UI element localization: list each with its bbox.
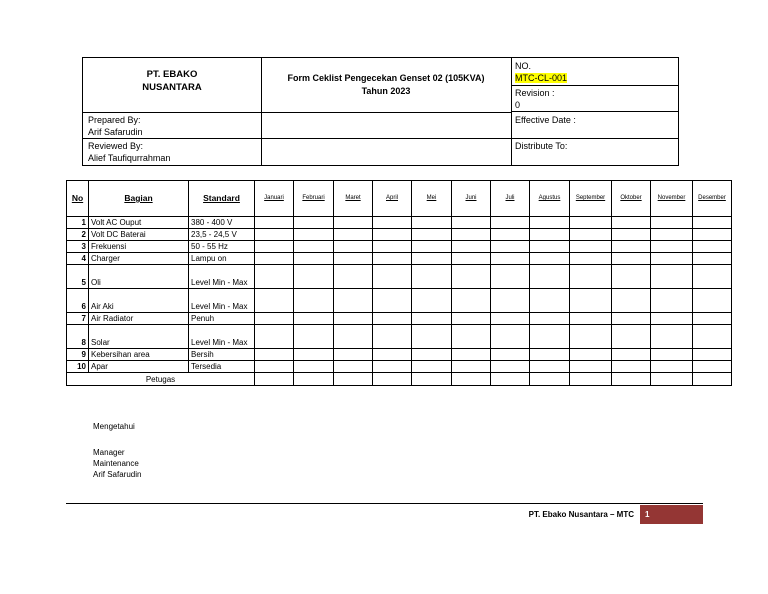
check-cell[interactable]	[334, 241, 373, 253]
row-number: 8	[67, 325, 89, 349]
check-cell[interactable]	[412, 265, 452, 289]
check-cell[interactable]	[452, 361, 491, 373]
row-standard: Level Min - Max	[189, 265, 255, 289]
check-cell[interactable]	[412, 229, 452, 241]
check-cell[interactable]	[294, 217, 334, 229]
check-cell[interactable]	[452, 325, 491, 349]
check-cell[interactable]	[294, 361, 334, 373]
signature-cell[interactable]	[570, 373, 612, 386]
check-cell[interactable]	[530, 253, 570, 265]
row-standard: Lampu on	[189, 253, 255, 265]
form-title: Form Ceklist Pengecekan Genset 02 (105KVA) Tahun 2023	[287, 73, 485, 96]
row-standard: 23,5 - 24,5 V	[189, 229, 255, 241]
row-standard: Level Min - Max	[189, 289, 255, 313]
petugas-row	[67, 373, 732, 386]
check-cell[interactable]	[452, 241, 491, 253]
check-cell[interactable]	[373, 217, 412, 229]
col-header-month: Juni	[452, 181, 491, 217]
doc-number: NO. MTC-CL-001	[515, 61, 568, 83]
row-bagian: Volt DC Baterai	[89, 229, 189, 241]
distribute-to: Distribute To:	[515, 141, 568, 151]
check-cell[interactable]	[651, 217, 693, 229]
signature-cell[interactable]	[294, 373, 334, 386]
check-cell[interactable]	[693, 325, 732, 349]
row-number: 4	[67, 253, 89, 265]
check-cell[interactable]	[334, 349, 373, 361]
signature-cell[interactable]	[452, 373, 491, 386]
check-cell[interactable]	[570, 349, 612, 361]
signature-cell[interactable]	[693, 373, 732, 386]
table-row	[67, 325, 732, 349]
check-cell[interactable]	[570, 253, 612, 265]
company-name: PT. EBAKO NUSANTARA	[142, 69, 202, 93]
signature-cell[interactable]	[412, 373, 452, 386]
check-cell[interactable]	[491, 361, 530, 373]
check-cell[interactable]	[294, 289, 334, 313]
check-cell[interactable]	[412, 253, 452, 265]
check-cell[interactable]	[255, 265, 294, 289]
signature-cell[interactable]	[530, 373, 570, 386]
check-cell[interactable]	[334, 253, 373, 265]
check-cell[interactable]	[491, 265, 530, 289]
document-header	[82, 57, 679, 166]
row-number: 10	[67, 361, 89, 373]
check-cell[interactable]	[570, 289, 612, 313]
col-header-standard: Standard	[189, 181, 255, 217]
check-cell[interactable]	[651, 229, 693, 241]
checklist-table	[66, 180, 732, 386]
check-cell[interactable]	[612, 241, 651, 253]
check-cell[interactable]	[570, 325, 612, 349]
row-number: 7	[67, 313, 89, 325]
approver-block	[93, 447, 141, 480]
reviewed-by: Reviewed By: Alief Taufiqurrahman	[88, 141, 171, 163]
check-cell[interactable]	[570, 313, 612, 325]
check-cell[interactable]	[294, 241, 334, 253]
check-cell[interactable]	[255, 241, 294, 253]
check-cell[interactable]	[530, 349, 570, 361]
col-header-month: Agustus	[530, 181, 570, 217]
effective-date: Effective Date :	[515, 115, 576, 125]
table-row	[67, 361, 732, 373]
check-cell[interactable]	[294, 229, 334, 241]
check-cell[interactable]	[651, 349, 693, 361]
check-cell[interactable]	[294, 313, 334, 325]
check-cell[interactable]	[612, 217, 651, 229]
prepared-by: Prepared By: Arif Safarudin	[88, 115, 143, 137]
check-cell[interactable]	[373, 241, 412, 253]
check-cell[interactable]	[491, 241, 530, 253]
signature-cell[interactable]	[612, 373, 651, 386]
check-cell[interactable]	[612, 289, 651, 313]
check-cell[interactable]	[334, 229, 373, 241]
table-row	[67, 241, 732, 253]
check-cell[interactable]	[255, 313, 294, 325]
check-cell[interactable]	[570, 241, 612, 253]
check-cell[interactable]	[373, 325, 412, 349]
check-cell[interactable]	[412, 361, 452, 373]
check-cell[interactable]	[693, 229, 732, 241]
check-cell[interactable]	[491, 325, 530, 349]
check-cell[interactable]	[255, 325, 294, 349]
check-cell[interactable]	[294, 253, 334, 265]
check-cell[interactable]	[570, 265, 612, 289]
check-cell[interactable]	[294, 265, 334, 289]
check-cell[interactable]	[452, 265, 491, 289]
col-header-month: Februari	[294, 181, 334, 217]
check-cell[interactable]	[693, 253, 732, 265]
col-header-month: April	[373, 181, 412, 217]
row-standard: Bersih	[189, 349, 255, 361]
check-cell[interactable]	[334, 265, 373, 289]
check-cell[interactable]	[452, 313, 491, 325]
check-cell[interactable]	[651, 289, 693, 313]
check-cell[interactable]	[334, 289, 373, 313]
check-cell[interactable]	[612, 253, 651, 265]
table-row	[67, 265, 732, 289]
col-header-month: Oktober	[612, 181, 651, 217]
row-standard: 50 - 55 Hz	[189, 241, 255, 253]
check-cell[interactable]	[612, 349, 651, 361]
row-bagian: Volt AC Ouput	[89, 217, 189, 229]
check-cell[interactable]	[491, 349, 530, 361]
check-cell[interactable]	[651, 265, 693, 289]
check-cell[interactable]	[530, 217, 570, 229]
row-bagian: Air Aki	[89, 289, 189, 313]
table-row	[67, 289, 732, 313]
col-header-month: Mei	[412, 181, 452, 217]
check-cell[interactable]	[373, 265, 412, 289]
check-cell[interactable]	[530, 229, 570, 241]
row-standard: Tersedia	[189, 361, 255, 373]
doc-number-value: MTC-CL-001	[515, 73, 568, 83]
check-cell[interactable]	[570, 217, 612, 229]
row-bagian: Oli	[89, 265, 189, 289]
check-cell[interactable]	[612, 265, 651, 289]
signature-cell[interactable]	[334, 373, 373, 386]
check-cell[interactable]	[693, 361, 732, 373]
check-cell[interactable]	[255, 361, 294, 373]
check-cell[interactable]	[373, 229, 412, 241]
check-cell[interactable]	[651, 313, 693, 325]
col-header-month: Maret	[334, 181, 373, 217]
check-cell[interactable]	[452, 349, 491, 361]
row-standard: 380 - 400 V	[189, 217, 255, 229]
approver-name: Arif Safarudin	[93, 470, 142, 479]
check-cell[interactable]	[693, 289, 732, 313]
footer-divider	[66, 503, 703, 504]
check-cell[interactable]	[693, 349, 732, 361]
check-cell[interactable]	[530, 325, 570, 349]
check-cell[interactable]	[530, 361, 570, 373]
check-cell[interactable]	[412, 313, 452, 325]
row-number: 5	[67, 265, 89, 289]
check-cell[interactable]	[651, 325, 693, 349]
check-cell[interactable]	[412, 217, 452, 229]
header-divider	[511, 85, 678, 86]
check-cell[interactable]	[334, 313, 373, 325]
col-header-month: September	[570, 181, 612, 217]
check-cell[interactable]	[491, 289, 530, 313]
check-cell[interactable]	[491, 313, 530, 325]
table-row	[67, 229, 732, 241]
row-number: 6	[67, 289, 89, 313]
row-number: 2	[67, 229, 89, 241]
check-cell[interactable]	[530, 241, 570, 253]
revision: Revision : 0	[515, 88, 555, 110]
check-cell[interactable]	[412, 349, 452, 361]
check-cell[interactable]	[373, 289, 412, 313]
row-bagian: Charger	[89, 253, 189, 265]
table-row	[67, 253, 732, 265]
check-cell[interactable]	[334, 361, 373, 373]
check-cell[interactable]	[612, 325, 651, 349]
check-cell[interactable]	[412, 241, 452, 253]
row-number: 1	[67, 217, 89, 229]
col-header-month: November	[651, 181, 693, 217]
row-bagian: Kebersihan area	[89, 349, 189, 361]
page-number: 1	[645, 510, 650, 519]
check-cell[interactable]	[452, 289, 491, 313]
check-cell[interactable]	[570, 229, 612, 241]
signature-cell[interactable]	[373, 373, 412, 386]
petugas-label: Petugas	[67, 373, 255, 386]
check-cell[interactable]	[693, 265, 732, 289]
check-cell[interactable]	[651, 253, 693, 265]
check-cell[interactable]	[651, 361, 693, 373]
check-cell[interactable]	[412, 289, 452, 313]
col-header-no: No	[67, 181, 89, 217]
check-cell[interactable]	[255, 229, 294, 241]
col-header-month: Januari	[255, 181, 294, 217]
signature-cell[interactable]	[491, 373, 530, 386]
check-cell[interactable]	[452, 253, 491, 265]
check-cell[interactable]	[693, 241, 732, 253]
check-cell[interactable]	[530, 265, 570, 289]
header-divider	[83, 112, 511, 113]
check-cell[interactable]	[651, 241, 693, 253]
check-cell[interactable]	[491, 217, 530, 229]
table-row	[67, 349, 732, 361]
footer-company: PT. Ebako Nusantara – MTC	[528, 510, 634, 519]
header-divider	[83, 138, 678, 139]
row-bagian: Solar	[89, 325, 189, 349]
signature-cell[interactable]	[255, 373, 294, 386]
check-cell[interactable]	[491, 229, 530, 241]
table-row	[67, 217, 732, 229]
col-header-month: Juli	[491, 181, 530, 217]
row-bagian: Apar	[89, 361, 189, 373]
approver-title: Manager	[93, 448, 125, 457]
check-cell[interactable]	[255, 217, 294, 229]
check-cell[interactable]	[452, 229, 491, 241]
check-cell[interactable]	[294, 349, 334, 361]
check-cell[interactable]	[255, 349, 294, 361]
col-header-month: Desember	[693, 181, 732, 217]
approver-department: Maintenance	[93, 459, 139, 468]
check-cell[interactable]	[612, 229, 651, 241]
check-cell[interactable]	[334, 217, 373, 229]
col-header-bagian: Bagian	[89, 181, 189, 217]
table-row	[67, 313, 732, 325]
row-bagian: Frekuensi	[89, 241, 189, 253]
check-cell[interactable]	[612, 361, 651, 373]
row-bagian: Air Radiator	[89, 313, 189, 325]
check-cell[interactable]	[412, 325, 452, 349]
check-cell[interactable]	[334, 325, 373, 349]
check-cell[interactable]	[693, 313, 732, 325]
check-cell[interactable]	[693, 217, 732, 229]
row-standard: Level Min - Max	[189, 325, 255, 349]
check-cell[interactable]	[255, 253, 294, 265]
check-cell[interactable]	[491, 253, 530, 265]
check-cell[interactable]	[530, 289, 570, 313]
signature-cell[interactable]	[651, 373, 693, 386]
check-cell[interactable]	[373, 253, 412, 265]
check-cell[interactable]	[452, 217, 491, 229]
mengetahui-label: Mengetahui	[93, 422, 135, 431]
check-cell[interactable]	[294, 325, 334, 349]
check-cell[interactable]	[373, 349, 412, 361]
header-divider	[511, 111, 678, 112]
check-cell[interactable]	[255, 289, 294, 313]
check-cell[interactable]	[373, 313, 412, 325]
check-cell[interactable]	[530, 313, 570, 325]
check-cell[interactable]	[373, 361, 412, 373]
check-cell[interactable]	[612, 313, 651, 325]
check-cell[interactable]	[570, 361, 612, 373]
row-standard: Penuh	[189, 313, 255, 325]
row-number: 3	[67, 241, 89, 253]
table-header-row	[67, 181, 732, 217]
row-number: 9	[67, 349, 89, 361]
